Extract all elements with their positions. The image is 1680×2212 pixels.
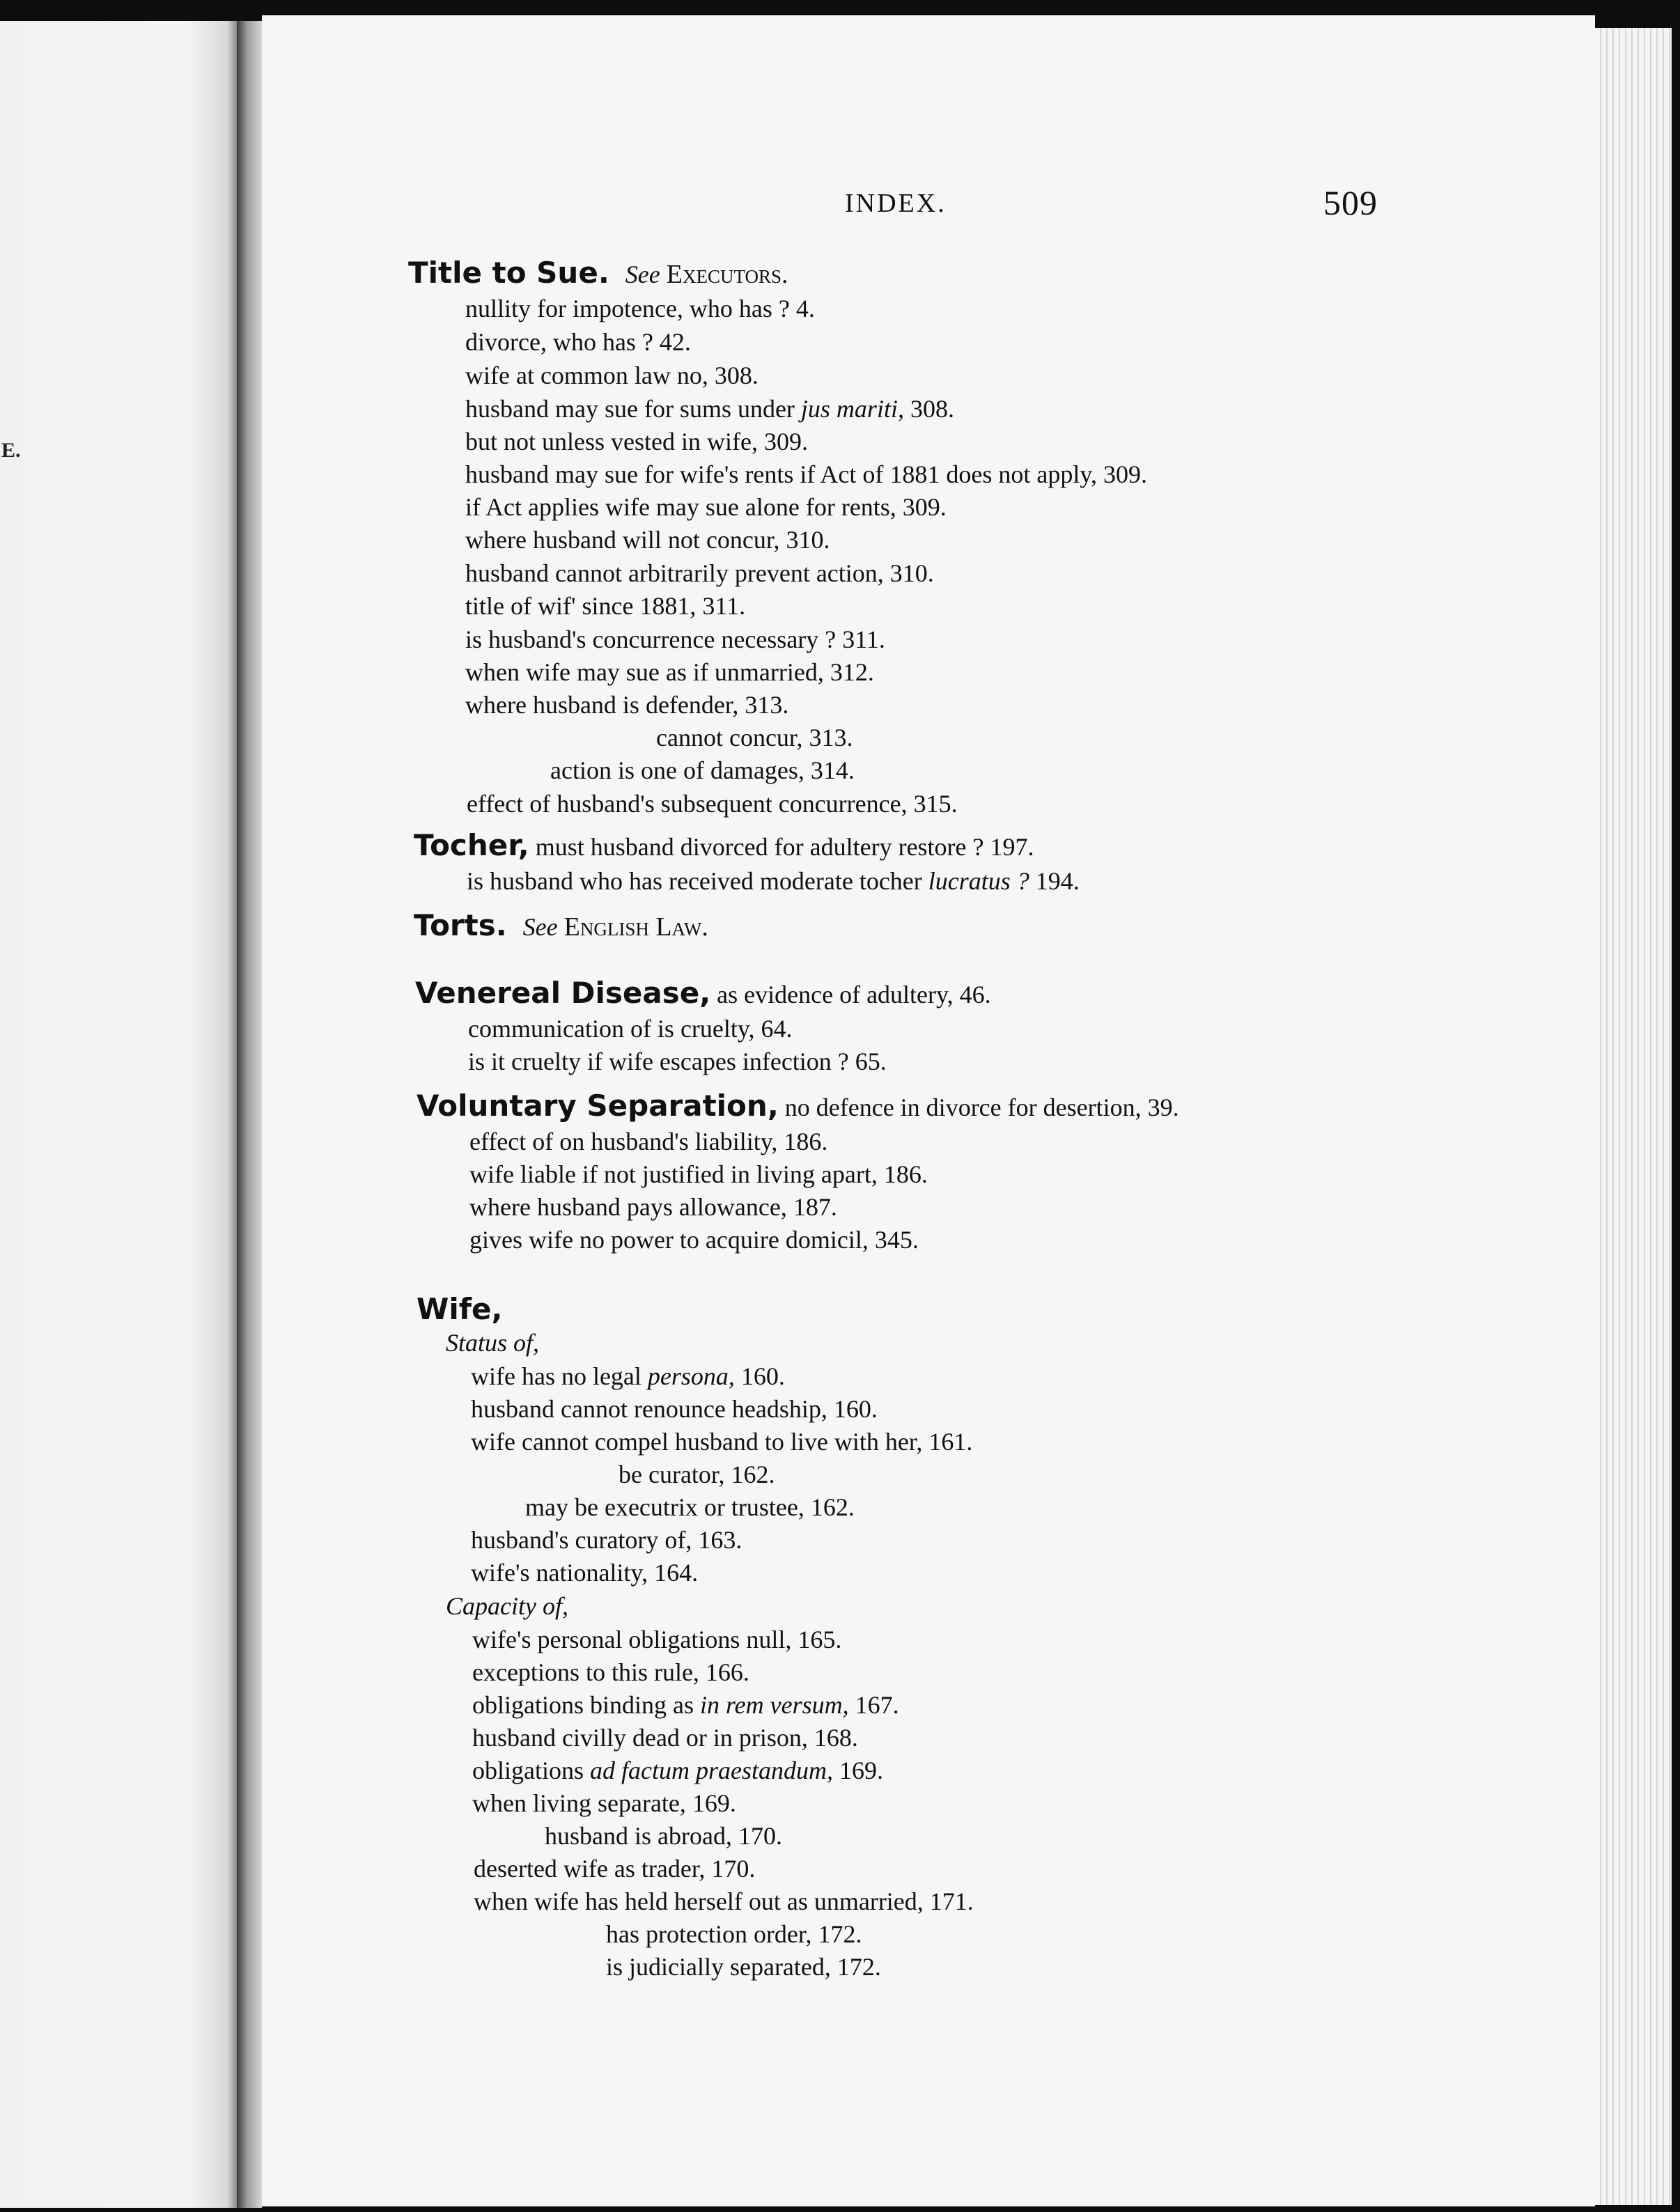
entry-heading: Venereal Disease,: [415, 976, 711, 1010]
index-line: [472, 1755, 883, 1786]
index-line: deserted wife as trader, 170.: [474, 1855, 756, 1883]
index-line: is it cruelty if wife escapes infection ? 65.: [468, 1047, 887, 1075]
entry-text: as evidence of adultery, 46.: [710, 981, 991, 1008]
page-edges: [1595, 28, 1672, 2205]
index-line-page: 169.: [832, 1757, 883, 1784]
entry-venereal-disease: [415, 978, 991, 1010]
index-line-text: obligations binding as: [472, 1691, 694, 1719]
entry-title-to-sue: [408, 258, 788, 290]
latin-term: persona,: [647, 1362, 735, 1390]
index-line: husband is abroad, 170.: [545, 1822, 782, 1850]
entry-text: must husband divorced for adultery restore ? 197.: [529, 833, 1034, 861]
latin-term: jus mariti,: [800, 395, 904, 423]
index-line: husband may sue for wife's rents if Act of 1881 does not apply, 309.: [465, 460, 1147, 488]
index-line: title of wif' since 1881, 311.: [465, 592, 746, 620]
index-line-page: 167.: [848, 1691, 899, 1719]
running-head: INDEX.: [845, 189, 947, 218]
index-line: cannot concur, 313.: [656, 724, 853, 751]
latin-term: in rem versum,: [700, 1691, 849, 1719]
latin-term: lucratus ?: [928, 867, 1029, 895]
index-line: where husband will not concur, 310.: [465, 526, 830, 554]
left-page: [0, 21, 237, 2208]
entry-tocher: [414, 830, 1034, 862]
index-line: has protection order, 172.: [606, 1920, 862, 1948]
index-line: husband's curatory of, 163.: [471, 1526, 742, 1554]
index-line: [467, 866, 1080, 896]
index-line: is husband's concurrence necessary ? 311.: [465, 625, 885, 653]
entry-heading: Voluntary Separation,: [417, 1089, 779, 1123]
see-label: See: [522, 913, 558, 941]
index-line: husband cannot renounce headship, 160.: [471, 1395, 878, 1423]
index-line: husband civilly dead or in prison, 168.: [472, 1724, 858, 1752]
entry-torts: [414, 910, 708, 942]
index-line: is judicially separated, 172.: [606, 1953, 881, 1981]
entry-heading: Tocher,: [414, 828, 529, 862]
latin-term: ad factum praestandum,: [590, 1757, 833, 1784]
cross-reference: Executors.: [666, 260, 788, 289]
see-label: See: [625, 260, 660, 288]
index-line: [471, 1361, 785, 1392]
index-line-text: obligations: [472, 1757, 584, 1784]
index-line-page: 308.: [903, 395, 954, 423]
entry-wife: [417, 1294, 502, 1326]
index-line: husband cannot arbitrarily prevent action, 310.: [465, 559, 934, 587]
index-line: wife's nationality, 164.: [471, 1559, 699, 1587]
index-line: if Act applies wife may sue alone for rents, 309.: [465, 493, 947, 521]
index-line: wife cannot compel husband to live with her, 161.: [471, 1428, 973, 1456]
index-line: effect of husband's subsequent concurrence, 315.: [467, 790, 958, 818]
index-line: exceptions to this rule, 166.: [472, 1658, 749, 1686]
index-line: wife at common law no, 308.: [465, 361, 759, 389]
index-line: [472, 1690, 899, 1720]
index-line: gives wife no power to acquire domicil, 345.: [469, 1226, 919, 1254]
entry-heading: Torts.: [414, 908, 507, 942]
page-number: 509: [1323, 183, 1378, 222]
entry-heading: Title to Sue.: [408, 256, 609, 290]
index-line: may be executrix or trustee, 162.: [525, 1493, 855, 1521]
book-gutter: [237, 21, 262, 2208]
index-line-text: is husband who has received moderate tocher: [467, 867, 922, 895]
index-line-text: husband may sue for sums under: [465, 395, 795, 423]
index-line: action is one of damages, 314.: [550, 756, 855, 784]
index-line-text: wife has no legal: [471, 1362, 641, 1390]
index-line: when wife has held herself out as unmarried, 171.: [474, 1887, 974, 1915]
index-line: be curator, 162.: [619, 1461, 775, 1488]
index-line: divorce, who has ? 42.: [465, 328, 691, 356]
index-line: effect of on husband's liability, 186.: [469, 1128, 828, 1155]
index-line: where husband pays allowance, 187.: [469, 1193, 837, 1221]
index-line: but not unless vested in wife, 309.: [465, 428, 808, 455]
entry-heading: Wife,: [417, 1292, 503, 1326]
index-line: communication of is cruelty, 64.: [468, 1015, 793, 1043]
index-line: [465, 394, 954, 424]
index-line: when wife may sue as if unmarried, 312.: [465, 658, 874, 686]
cross-reference: English Law.: [563, 912, 708, 942]
index-line-page: 194.: [1029, 867, 1080, 895]
index-line: where husband is defender, 313.: [465, 691, 789, 719]
subheading-capacity: Capacity of,: [446, 1592, 568, 1620]
entry-text: no defence in divorce for desertion, 39.: [778, 1093, 1179, 1121]
index-line: wife liable if not justified in living apart, 186.: [469, 1160, 928, 1188]
index-line: wife's personal obligations null, 165.: [472, 1626, 842, 1653]
left-page-letter: E.: [1, 439, 21, 462]
entry-voluntary-separation: [417, 1091, 1179, 1123]
subheading-status: Status of,: [446, 1329, 540, 1357]
index-line: when living separate, 169.: [472, 1789, 736, 1817]
index-line-page: 160.: [734, 1362, 785, 1390]
index-line: nullity for impotence, who has ? 4.: [465, 295, 815, 322]
